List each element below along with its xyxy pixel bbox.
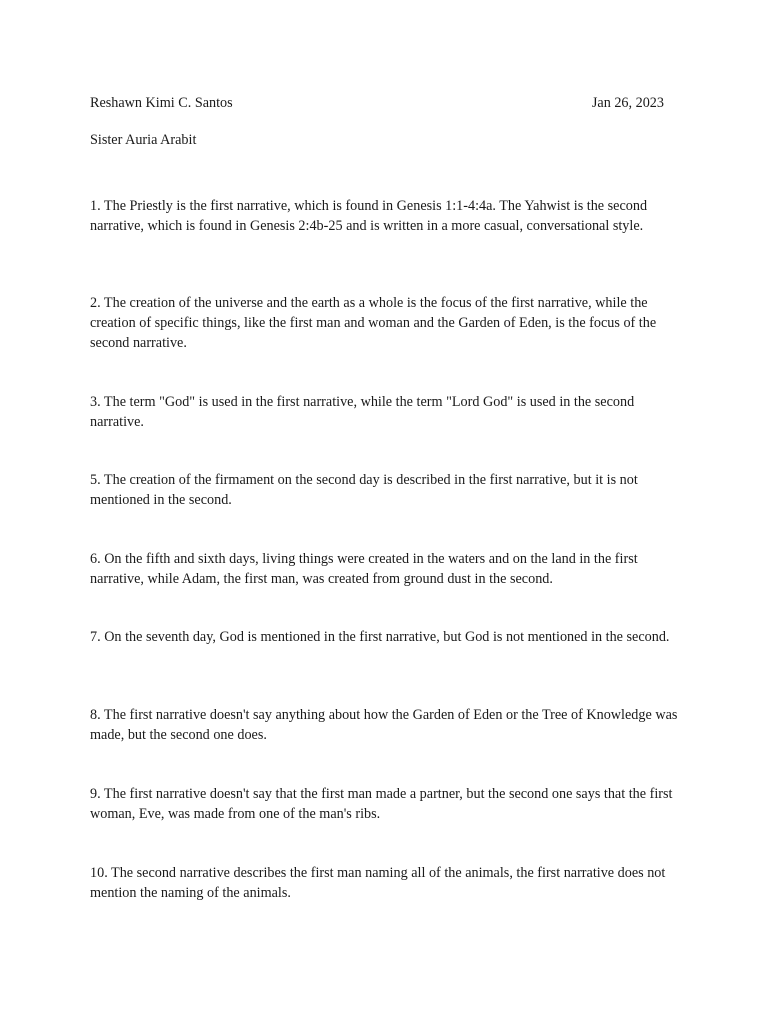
answer-paragraph-7: 7. On the seventh day, God is mentioned in the first narrative, but God is not mentioned in the second. (90, 629, 670, 645)
answer-paragraph-1: 1. The Priestly is the first narrative, which is found in Genesis 1:1-4:4a. The Yahwist is the second narrative, which is found in Genesis 2:4b-25 and is written in a more casual, conversational style. (90, 198, 648, 234)
answer-paragraph-9: 9. The first narrative doesn't say that the first man made a partner, but the second one says that the first woman, Eve, was made from one of the man's ribs. (90, 786, 673, 822)
document-date: Jan 26, 2023 (591, 95, 664, 111)
answer-paragraph-6: 6. On the fifth and sixth days, living things were created in the waters and on the land in the first narrative, while Adam, the first man, was created from ground dust in the second. (90, 551, 638, 587)
answer-paragraph-5: 5. The creation of the firmament on the second day is described in the first narrative, but it is not mentioned in the second. (90, 472, 638, 508)
teacher-name: Sister Auria Arabit (90, 132, 197, 148)
answer-paragraph-2: 2. The creation of the universe and the earth as a whole is the focus of the first narrative, while the creation of specific things, like the first man and woman and the Garden of Eden, is the focus of the second narrative. (90, 295, 657, 351)
answer-paragraph-10: 10. The second narrative describes the first man naming all of the animals, the first narrative does not mention the naming of the animals. (90, 865, 666, 901)
answer-paragraph-8: 8. The first narrative doesn't say anything about how the Garden of Eden or the Tree of Knowledge was made, but the second one does. (90, 707, 678, 743)
header-line (90, 93, 664, 113)
answer-paragraph-3: 3. The term "God" is used in the first narrative, while the term "Lord God" is used in the second narrative. (90, 394, 635, 430)
author-name: Reshawn Kimi C. Santos (90, 95, 233, 111)
